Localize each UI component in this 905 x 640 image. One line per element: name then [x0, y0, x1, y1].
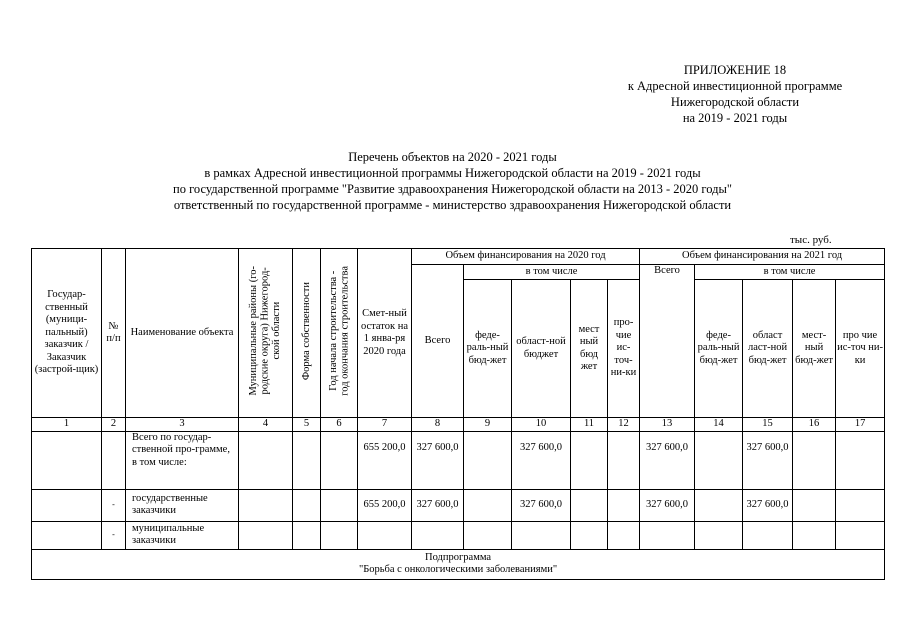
cell-total-2021: 327 600,0 [640, 431, 695, 489]
col-number: 17 [836, 418, 885, 432]
cell-federal-2020 [464, 521, 512, 549]
appendix-line: на 2019 - 2021 годы [682, 111, 788, 125]
header-customer: Государ-ственный (муници-пальный) заказчик / Заказчик (застрой-щик) [32, 249, 102, 418]
cell-total-2020 [412, 521, 464, 549]
cell-total-2021 [640, 521, 695, 549]
header-years [321, 249, 358, 418]
header-total-2020: Всего [412, 265, 464, 418]
header-other-2021: про чие ис-точ ни-ки [836, 280, 885, 418]
header-ownership-text: Форма собственности [300, 281, 312, 380]
col-number: 13 [640, 418, 695, 432]
cell-total-2020: 327 600,0 [412, 431, 464, 489]
title-line: в рамках Адресной инвестиционной программы Нижегородской области на 2019 - 2021 годы [204, 166, 701, 180]
header-other-2020: про-чие ис-точ-ни-ки [608, 280, 640, 418]
cell-regional-2020: 327 600,0 [512, 489, 571, 521]
subprogram-row [32, 549, 885, 579]
header-fin-2021: Объем финансирования на 2021 год [640, 249, 885, 265]
appendix-line: Нижегородской области [670, 95, 800, 109]
col-number: 9 [464, 418, 512, 432]
header-regional-2021: област ласт-ной бюд-жет [743, 280, 793, 418]
appendix-line: ПРИЛОЖЕНИЕ 18 [683, 63, 787, 77]
header-districts [239, 249, 293, 418]
cell-ownership [293, 521, 321, 549]
header-fin-2020: Объем финансирования на 2020 год [412, 249, 640, 265]
col-number: 10 [512, 418, 571, 432]
cell-local-2021 [793, 521, 836, 549]
cell-federal-2020 [464, 431, 512, 489]
cell-name: Всего по государ-ственной про-грамме, в том числе: [126, 431, 239, 489]
table-row [32, 489, 885, 521]
cell-districts [239, 521, 293, 549]
cell-districts [239, 489, 293, 521]
header-federal-2020: феде-раль-ный бюд-жет [464, 280, 512, 418]
cell-other-2021 [836, 431, 885, 489]
subprogram-line: Подпрограмма [425, 551, 492, 563]
cell-regional-2020 [512, 521, 571, 549]
cell-other-2021 [836, 521, 885, 549]
cell-regional-2021: 327 600,0 [743, 431, 793, 489]
header-balance: Смет-ный остаток на 1 янва-ря 2020 года [358, 249, 412, 418]
header-total-2021: Всего [640, 265, 695, 418]
cell-federal-2021 [695, 489, 743, 521]
cell-federal-2021 [695, 431, 743, 489]
header-regional-2020: област-ной бюджет [512, 280, 571, 418]
cell-balance [358, 521, 412, 549]
cell-customer [32, 521, 102, 549]
cell-total-2020: 327 600,0 [412, 489, 464, 521]
cell-local-2020 [571, 489, 608, 521]
cell-num: - [102, 521, 126, 549]
title-line: по государственной программе "Развитие здравоохранения Нижегородской области на 2013 - 2020 годы" [173, 182, 732, 196]
col-number: 4 [239, 418, 293, 432]
cell-customer [32, 431, 102, 489]
header-districts-l1: Муниципальные районы (го- [248, 265, 260, 396]
cell-local-2021 [793, 431, 836, 489]
cell-customer [32, 489, 102, 521]
objects-table [31, 248, 885, 580]
cell-ownership [293, 489, 321, 521]
cell-federal-2021 [695, 521, 743, 549]
header-num: № п/п [102, 249, 126, 418]
appendix-caption [560, 62, 905, 126]
header-incl-2021: в том числе [695, 265, 885, 280]
header-districts-l3: ской области [271, 301, 283, 360]
header-local-2021: мест-ный бюд-жет [793, 280, 836, 418]
cell-other-2021 [836, 489, 885, 521]
document-title [0, 149, 905, 213]
col-number: 8 [412, 418, 464, 432]
cell-local-2020 [571, 431, 608, 489]
cell-total-2021: 327 600,0 [640, 489, 695, 521]
cell-num: - [102, 489, 126, 521]
cell-years [321, 431, 358, 489]
cell-years [321, 521, 358, 549]
cell-ownership [293, 431, 321, 489]
header-federal-2021: феде-раль-ный бюд-жет [695, 280, 743, 418]
cell-other-2020 [608, 431, 640, 489]
header-ownership [293, 249, 321, 418]
table-row [32, 521, 885, 549]
cell-name: государственные заказчики [126, 489, 239, 521]
col-number: 5 [293, 418, 321, 432]
col-number: 14 [695, 418, 743, 432]
appendix-line: к Адресной инвестиционной программе [627, 79, 843, 93]
col-number: 12 [608, 418, 640, 432]
units-label: тыс. руб. [790, 234, 832, 246]
cell-local-2020 [571, 521, 608, 549]
cell-other-2020 [608, 521, 640, 549]
title-line: Перечень объектов на 2020 - 2021 годы [348, 150, 557, 164]
header-years-l1: Год начала строительства - [327, 270, 339, 391]
cell-years [321, 489, 358, 521]
col-number: 11 [571, 418, 608, 432]
cell-other-2020 [608, 489, 640, 521]
cell-districts [239, 431, 293, 489]
col-number: 3 [126, 418, 239, 432]
cell-local-2021 [793, 489, 836, 521]
cell-name: муниципальные заказчики [126, 521, 239, 549]
cell-federal-2020 [464, 489, 512, 521]
header-name: Наименование объекта [126, 249, 239, 418]
col-number: 15 [743, 418, 793, 432]
title-line: ответственный по государственной программе - министерство здравоохранения Нижегородской области [173, 198, 732, 212]
subprogram-title: "Борьба с онкологическими заболеваниями" [358, 564, 558, 575]
cell-regional-2020: 327 600,0 [512, 431, 571, 489]
col-number: 7 [358, 418, 412, 432]
header-local-2020: мест ный бюд жет [571, 280, 608, 418]
col-number: 6 [321, 418, 358, 432]
header-years-l2: год окончания строительства [339, 265, 350, 396]
cell-regional-2021 [743, 521, 793, 549]
cell-balance: 655 200,0 [358, 489, 412, 521]
table-row [32, 431, 885, 489]
cell-regional-2021: 327 600,0 [743, 489, 793, 521]
cell-num [102, 431, 126, 489]
col-number: 2 [102, 418, 126, 432]
cell-balance: 655 200,0 [358, 431, 412, 489]
header-districts-l2: родские округа) Нижегород- [259, 267, 271, 395]
header-incl-2020: в том числе [464, 265, 640, 280]
col-number: 16 [793, 418, 836, 432]
col-number: 1 [32, 418, 102, 432]
